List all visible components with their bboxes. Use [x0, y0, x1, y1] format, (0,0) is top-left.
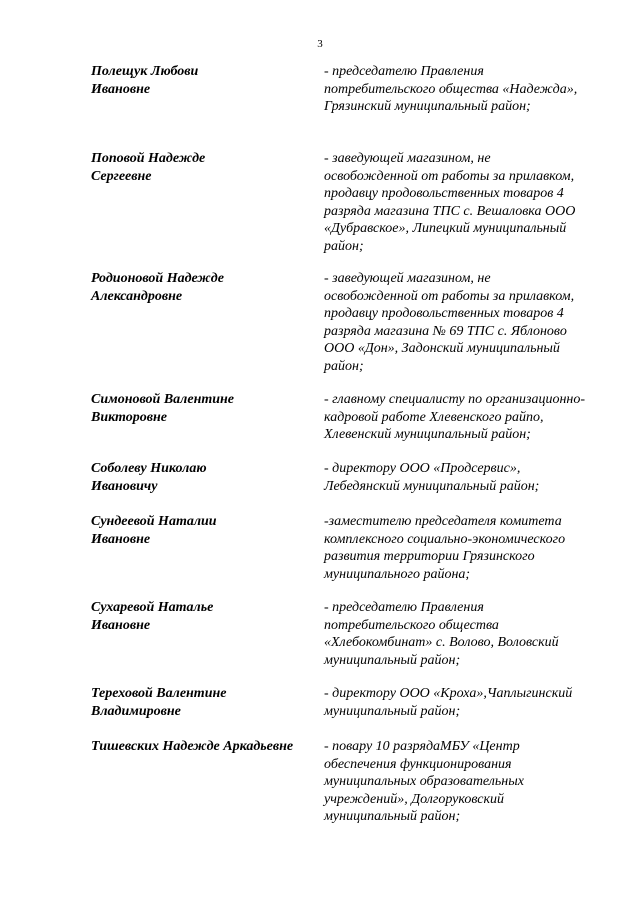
position-description — [324, 599, 612, 669]
person-name-line: Родионовой Надежде — [91, 271, 224, 286]
position-description — [324, 460, 612, 495]
description-line: - директору ООО «Продсервис», — [324, 461, 521, 476]
description-line: продавцу продовольственных товаров 4 — [324, 306, 564, 321]
person-name — [91, 460, 311, 495]
position-description — [324, 391, 612, 444]
person-name — [91, 391, 311, 426]
person-name-line: Сухаревой Наталье — [91, 600, 214, 615]
person-name-line: Ивановне — [91, 531, 151, 547]
description-line: освобожденной от работы за прилавком, — [324, 288, 575, 304]
person-name-line: Викторовне — [91, 409, 167, 425]
position-description — [324, 63, 612, 116]
person-name-line: Ивановичу — [91, 478, 158, 494]
person-name — [91, 150, 311, 185]
person-name-line: Ивановне — [91, 617, 151, 633]
description-line: ООО «Дон», Задонский муниципальный — [324, 341, 560, 356]
person-name-line: Александровне — [91, 288, 183, 304]
description-line: - главному специалисту по организационно- — [324, 392, 585, 407]
description-line: муниципальный район; — [324, 703, 461, 719]
person-name-line: Сергеевне — [91, 168, 152, 184]
person-name-line: Ивановне — [91, 81, 151, 97]
description-line: - председателю Правления — [324, 64, 484, 79]
description-line: - заведующей магазином, не — [324, 151, 491, 166]
description-line: учреждений», Долгоруковский — [324, 791, 505, 807]
person-name-line: Полещук Любови — [91, 64, 199, 79]
position-description — [324, 685, 612, 720]
description-line: Грязинский муниципальный район; — [324, 99, 531, 114]
position-description — [324, 513, 612, 583]
description-line: муниципальных образовательных — [324, 774, 524, 789]
person-name — [91, 685, 311, 720]
description-line: - председателю Правления — [324, 600, 484, 615]
description-line: кадровой работе Хлевенского райпо, — [324, 409, 544, 425]
person-name-line: Соболеву Николаю — [91, 461, 207, 476]
description-line: муниципальный район; — [324, 809, 461, 824]
description-line: район; — [324, 358, 364, 374]
description-line: «Дубравское», Липецкий муниципальный — [324, 221, 567, 236]
description-line: - заведующей магазином, не — [324, 271, 491, 286]
page-number: 3 — [317, 38, 323, 50]
description-line: муниципального района; — [324, 566, 471, 582]
person-name-line: Симоновой Валентине — [91, 392, 235, 407]
description-line: освобожденной от работы за прилавком, — [324, 168, 575, 184]
person-name — [91, 63, 311, 98]
position-description — [324, 738, 612, 826]
person-name — [91, 513, 311, 548]
description-line: Хлевенский муниципальный район; — [324, 427, 531, 442]
person-name-line: Владимировне — [91, 703, 181, 719]
person-name — [91, 599, 311, 634]
description-line: муниципальный район; — [324, 652, 461, 668]
description-line: - повару 10 разрядаМБУ «Центр — [324, 739, 520, 754]
position-description — [324, 270, 612, 375]
person-name-line: Поповой Надежде — [91, 151, 206, 166]
person-name-line: Тереховой Валентине — [91, 686, 227, 701]
person-name-line: Сундеевой Наталии — [91, 514, 217, 529]
description-line: - директору ООО «Кроха»,Чаплыгинский — [324, 686, 573, 701]
person-name — [91, 738, 321, 756]
position-description — [324, 150, 612, 255]
description-line: -заместителю председателя комитета — [324, 514, 562, 529]
description-line: разряда магазина № 69 ТПС с. Яблоново — [324, 323, 567, 339]
description-line: разряда магазина ТПС с. Вешаловка ООО — [324, 203, 576, 219]
description-line: потребительского общества — [324, 617, 499, 633]
description-line: комплексного социально-экономического — [324, 531, 566, 547]
description-line: потребительского общества «Надежда», — [324, 81, 578, 97]
description-line: развития территории Грязинского — [324, 549, 535, 564]
description-line: «Хлебокомбинат» с. Волово, Воловский — [324, 635, 559, 650]
description-line: обеспечения функционирования — [324, 756, 512, 772]
description-line: район; — [324, 238, 364, 254]
description-line: Лебедянский муниципальный район; — [324, 478, 540, 494]
person-name-line: Тишевских Надежде Аркадьевне — [91, 739, 294, 754]
description-line: продавцу продовольственных товаров 4 — [324, 186, 564, 201]
person-name — [91, 270, 311, 305]
